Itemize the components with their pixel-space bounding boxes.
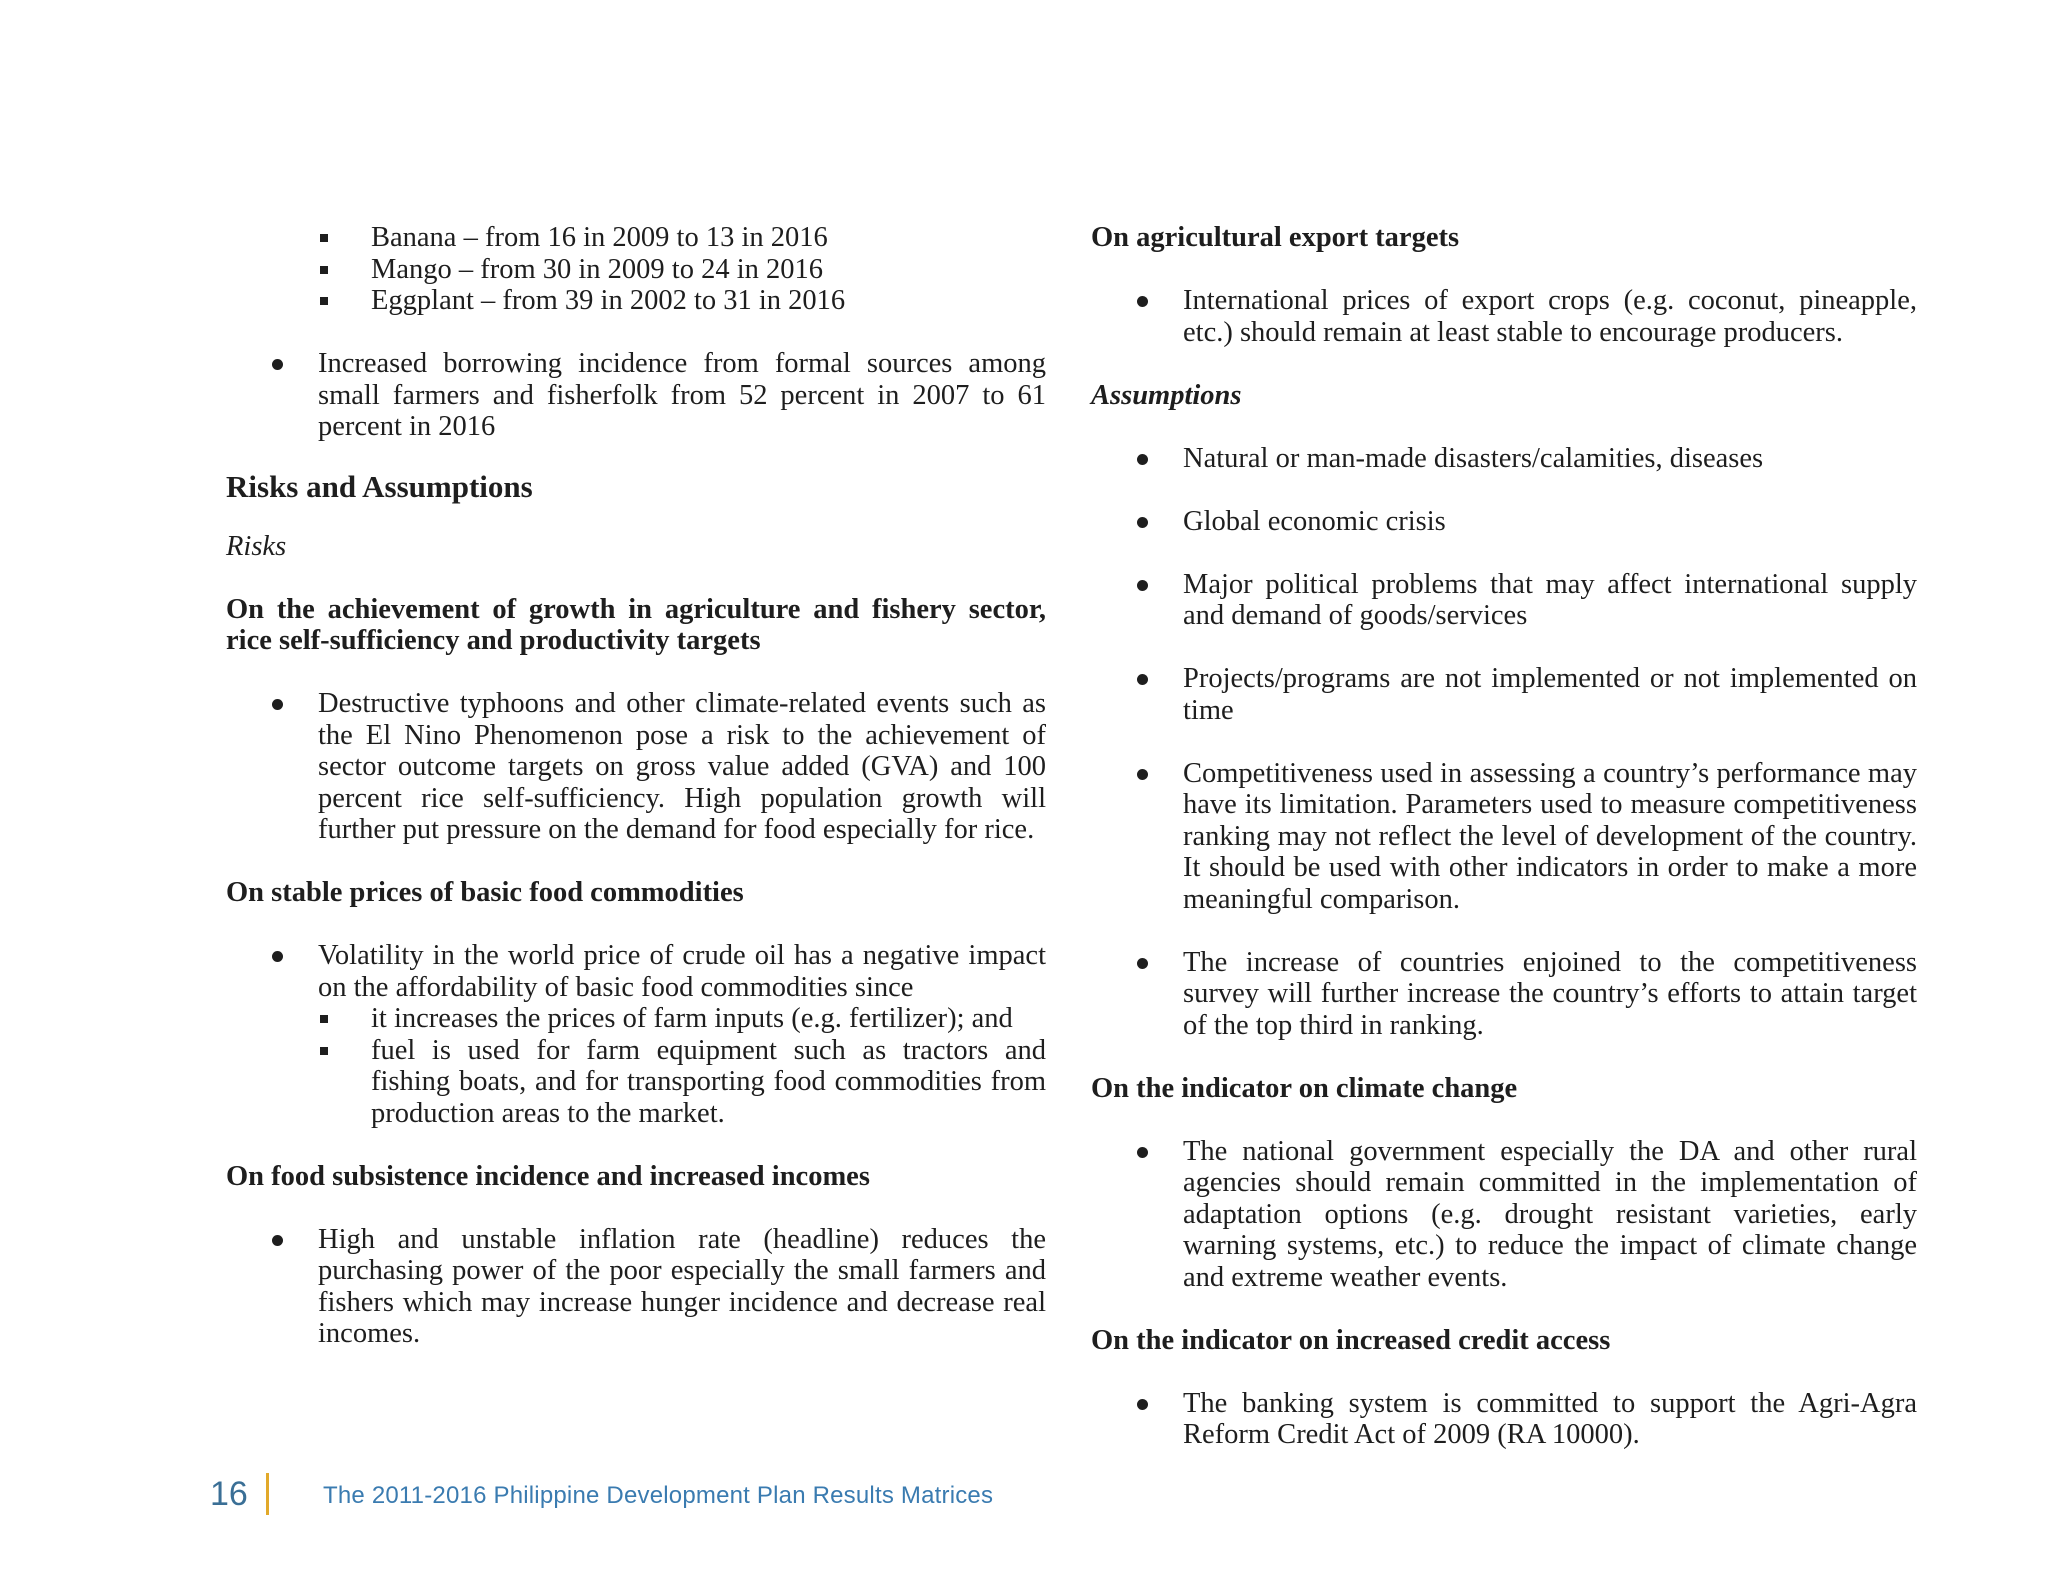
list-item-text: Mango – from 30 in 2009 to 24 in 2016 bbox=[371, 253, 824, 285]
bullet-icon bbox=[1137, 1147, 1148, 1158]
list-item-text: Eggplant – from 39 in 2002 to 31 in 2016 bbox=[371, 285, 846, 316]
footer-divider bbox=[266, 1473, 269, 1515]
assumptions-label: Assumptions bbox=[1091, 379, 1242, 411]
list-item bbox=[226, 940, 1046, 1003]
list-item bbox=[1091, 443, 1917, 475]
list-item-text: International prices of export crops (e.g. coconut, pineapple, etc.) should remain at least stable to encourage producers. bbox=[1183, 285, 1917, 348]
list-item bbox=[226, 222, 1046, 254]
bullet-icon bbox=[1137, 517, 1148, 528]
list-item-text: The national government especially the DA and other rural agencies should remain committed in the implementation of adaptation options (e.g. drought resistant varieties, early warning systems, etc.) to reduce the impact of climate change and extreme weather events. bbox=[1183, 1135, 1917, 1293]
list-item bbox=[226, 254, 1046, 286]
bullet-icon bbox=[272, 951, 283, 962]
list-item bbox=[226, 688, 1046, 846]
list-item bbox=[1091, 285, 1917, 348]
subheading: On agricultural export targets bbox=[1091, 222, 1460, 253]
list-item-text: Volatility in the world price of crude oil has a negative impact on the affordability of basic food commodities since bbox=[318, 940, 1046, 1003]
list-item bbox=[226, 348, 1046, 443]
list-item bbox=[1091, 569, 1917, 632]
list-item-text: Global economic crisis bbox=[1183, 505, 1446, 537]
bullet-icon bbox=[272, 359, 283, 370]
list-item bbox=[1091, 1388, 1917, 1451]
list-item-text: The increase of countries enjoined to the competitiveness survey will further increase the country’s efforts to attain target of the top third in ranking. bbox=[1183, 946, 1917, 1041]
list-item bbox=[226, 285, 1046, 317]
subheading: On stable prices of basic food commodities bbox=[226, 877, 744, 908]
bullet-icon bbox=[272, 699, 283, 710]
sub-list-item bbox=[226, 1035, 1046, 1130]
bullet-icon bbox=[1137, 296, 1148, 307]
subheading: On the indicator on climate change bbox=[1091, 1072, 1518, 1104]
square-bullet-icon bbox=[320, 234, 328, 242]
risks-label: Risks bbox=[226, 530, 287, 562]
list-item-text: Destructive typhoons and other climate-related events such as the El Nino Phenomenon pose a risk to the achievement of sector outcome targets on gross value added (GVA) and 100 percent rice self-sufficiency. High population growth will further put pressure on the demand for food especially for rice. bbox=[318, 688, 1046, 845]
square-bullet-icon bbox=[320, 1047, 328, 1055]
list-item bbox=[1091, 947, 1917, 1042]
bullet-icon bbox=[272, 1235, 283, 1246]
square-bullet-icon bbox=[320, 297, 328, 305]
list-item bbox=[1091, 663, 1917, 726]
section-heading: Risks and Assumptions bbox=[226, 468, 533, 504]
list-item-text: it increases the prices of farm inputs (e.g. fertilizer); and bbox=[371, 1003, 1013, 1034]
left-column bbox=[226, 222, 1046, 1350]
subheading: On food subsistence incidence and increased incomes bbox=[226, 1160, 870, 1192]
list-item-text: The banking system is committed to support the Agri-Agra Reform Credit Act of 2009 (RA 10000). bbox=[1183, 1387, 1917, 1450]
list-item bbox=[1091, 758, 1917, 916]
page-number: 16 bbox=[210, 1475, 248, 1513]
list-item-text: Competitiveness used in assessing a country’s performance may have its limitation. Parameters used to measure competitiveness ranking may not reflect the level of development of the country. It should be used with other indicators in order to make a more meaningful comparison. bbox=[1183, 757, 1917, 915]
list-item-text: High and unstable inflation rate (headline) reduces the purchasing power of the poor especially the small farmers and fishers which may increase hunger incidence and decrease real incomes. bbox=[318, 1223, 1046, 1349]
bullet-icon bbox=[1137, 1399, 1148, 1410]
list-item bbox=[1091, 506, 1917, 538]
list-item bbox=[226, 1224, 1046, 1350]
list-item bbox=[1091, 1136, 1917, 1294]
list-item-text: Banana – from 16 in 2009 to 13 in 2016 bbox=[371, 222, 828, 253]
subheading: On the indicator on increased credit access bbox=[1091, 1324, 1611, 1356]
subheading: On the achievement of growth in agriculture and fishery sector, rice self-sufficiency and productivity targets bbox=[226, 593, 1046, 656]
list-item-text: Natural or man-made disasters/calamities, diseases bbox=[1183, 442, 1764, 474]
bullet-icon bbox=[1137, 958, 1148, 969]
footer-title: The 2011-2016 Philippine Development Plan Results Matrices bbox=[323, 1482, 994, 1509]
list-item-text: Projects/programs are not implemented or not implemented on time bbox=[1183, 663, 1917, 726]
right-column bbox=[1091, 222, 1917, 1451]
bullet-icon bbox=[1137, 769, 1148, 780]
square-bullet-icon bbox=[320, 1015, 328, 1023]
list-item-text: Major political problems that may affect international supply and demand of goods/services bbox=[1183, 568, 1917, 631]
bullet-icon bbox=[1137, 580, 1148, 591]
list-item-text: Increased borrowing incidence from formal sources among small farmers and fisherfolk from 52 percent in 2007 to 61 percent in 2016 bbox=[318, 348, 1046, 442]
sub-list-item bbox=[226, 1003, 1046, 1035]
bullet-icon bbox=[1137, 674, 1148, 685]
list-item-text: fuel is used for farm equipment such as tractors and fishing boats, and for transporting food commodities from production areas to the market. bbox=[371, 1034, 1046, 1129]
square-bullet-icon bbox=[320, 266, 328, 274]
bullet-icon bbox=[1137, 454, 1148, 465]
